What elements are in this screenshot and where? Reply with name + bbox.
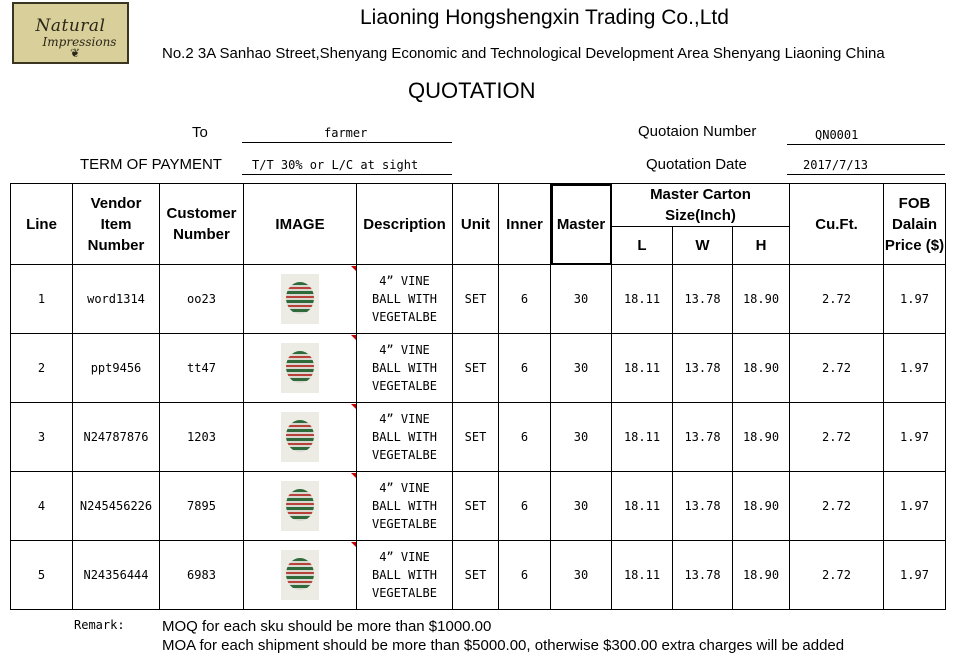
quotation-number-value: QN0001	[787, 128, 945, 145]
product-image	[281, 412, 319, 462]
header-h: H	[733, 227, 790, 265]
table-row	[11, 403, 946, 472]
vendor-item-cell: N24787876	[73, 403, 160, 472]
header-customer-number: Customer Number	[160, 184, 244, 265]
description-cell	[357, 334, 453, 403]
customer-number-cell: oo23	[160, 265, 244, 334]
to-value: farmer	[242, 126, 452, 143]
image-cell	[244, 541, 357, 610]
description-line3: VEGETALBE	[371, 517, 438, 531]
header-cu-ft: Cu.Ft.	[790, 184, 884, 265]
description-cell	[357, 541, 453, 610]
vendor-item-cell: N24356444	[73, 541, 160, 610]
inner-cell: 6	[499, 472, 551, 541]
payment-value: T/T 30% or L/C at sight	[242, 158, 452, 175]
description-line2: BALL WITH	[371, 361, 438, 375]
header-row	[11, 184, 946, 227]
line-cell: 5	[11, 541, 73, 610]
unit-cell: SET	[453, 472, 499, 541]
description-line3: VEGETALBE	[371, 586, 438, 600]
header-unit: Unit	[453, 184, 499, 265]
customer-number-cell: 1203	[160, 403, 244, 472]
description-cell	[357, 265, 453, 334]
image-cell	[244, 265, 357, 334]
length-cell: 18.11	[612, 541, 673, 610]
quotation-table	[10, 183, 946, 610]
description-line2: BALL WITH	[371, 568, 438, 582]
height-cell: 18.90	[733, 541, 790, 610]
logo-line1: Natural	[35, 15, 106, 36]
price-cell: 1.97	[884, 541, 946, 610]
description-cell	[357, 403, 453, 472]
table-row	[11, 541, 946, 610]
line-cell: 1	[11, 265, 73, 334]
cu-ft-cell: 2.72	[790, 334, 884, 403]
inner-cell: 6	[499, 403, 551, 472]
to-label: To	[192, 124, 208, 141]
company-logo	[12, 2, 129, 64]
customer-number-cell: tt47	[160, 334, 244, 403]
unit-cell: SET	[453, 541, 499, 610]
remark-line1: MOQ for each sku should be more than $1000.00	[162, 618, 492, 635]
vendor-item-cell: word1314	[73, 265, 160, 334]
description-line2: BALL WITH	[371, 292, 438, 306]
master-cell: 30	[551, 472, 612, 541]
vendor-item-cell: N245456226	[73, 472, 160, 541]
inner-cell: 6	[499, 334, 551, 403]
header-description: Description	[357, 184, 453, 265]
image-cell	[244, 334, 357, 403]
image-cell	[244, 403, 357, 472]
line-cell: 4	[11, 472, 73, 541]
height-cell: 18.90	[733, 472, 790, 541]
table-row	[11, 472, 946, 541]
length-cell: 18.11	[612, 334, 673, 403]
inner-cell: 6	[499, 265, 551, 334]
company-address: No.2 3A Sanhao Street,Shenyang Economic and Technological Development Area Shenyang Liaoning China	[162, 45, 885, 62]
cu-ft-cell: 2.72	[790, 541, 884, 610]
customer-number-cell: 6983	[160, 541, 244, 610]
length-cell: 18.11	[612, 403, 673, 472]
product-image	[281, 550, 319, 600]
price-cell: 1.97	[884, 403, 946, 472]
inner-cell: 6	[499, 541, 551, 610]
image-cell	[244, 472, 357, 541]
width-cell: 13.78	[673, 334, 733, 403]
header-fob-price: FOB Dalain Price ($)	[884, 184, 946, 265]
quotation-date-value: 2017/7/13	[787, 158, 945, 175]
description-line3: VEGETALBE	[371, 310, 438, 324]
header-line: Line	[11, 184, 73, 265]
description-line1: 4” VINE	[379, 550, 430, 564]
description-line1: 4” VINE	[379, 412, 430, 426]
product-image	[281, 481, 319, 531]
price-cell: 1.97	[884, 472, 946, 541]
header-image: IMAGE	[244, 184, 357, 265]
comment-indicator-icon	[351, 473, 356, 478]
description-cell	[357, 472, 453, 541]
customer-number-cell: 7895	[160, 472, 244, 541]
description-line3: VEGETALBE	[371, 448, 438, 462]
width-cell: 13.78	[673, 541, 733, 610]
logo-line2: Impressions	[42, 34, 117, 49]
master-cell: 30	[551, 265, 612, 334]
remark-label: Remark:	[74, 618, 125, 632]
length-cell: 18.11	[612, 265, 673, 334]
unit-cell: SET	[453, 334, 499, 403]
comment-indicator-icon	[351, 404, 356, 409]
width-cell: 13.78	[673, 403, 733, 472]
header-w: W	[673, 227, 733, 265]
width-cell: 13.78	[673, 265, 733, 334]
header-master[interactable]: Master	[551, 184, 612, 265]
line-cell: 2	[11, 334, 73, 403]
height-cell: 18.90	[733, 334, 790, 403]
length-cell: 18.11	[612, 472, 673, 541]
document-title: QUOTATION	[408, 78, 536, 103]
master-cell: 30	[551, 334, 612, 403]
unit-cell: SET	[453, 265, 499, 334]
master-cell: 30	[551, 403, 612, 472]
line-cell: 3	[11, 403, 73, 472]
remark-line2: MOA for each shipment should be more than $5000.00, otherwise $300.00 extra charges will be added	[162, 637, 845, 654]
cu-ft-cell: 2.72	[790, 472, 884, 541]
quotation-number-label: Quotaion Number	[638, 123, 757, 140]
width-cell: 13.78	[673, 472, 733, 541]
product-image	[281, 274, 319, 324]
payment-label: TERM OF PAYMENT	[80, 156, 222, 173]
table-row	[11, 334, 946, 403]
leaf-icon: ❦	[70, 46, 81, 60]
description-line1: 4” VINE	[379, 481, 430, 495]
description-line2: BALL WITH	[371, 499, 438, 513]
comment-indicator-icon	[351, 266, 356, 271]
description-line3: VEGETALBE	[371, 379, 438, 393]
master-cell: 30	[551, 541, 612, 610]
comment-indicator-icon	[351, 335, 356, 340]
header-inner: Inner	[499, 184, 551, 265]
header-l: L	[612, 227, 673, 265]
price-cell: 1.97	[884, 265, 946, 334]
description-line1: 4” VINE	[379, 274, 430, 288]
quotation-date-label: Quotation Date	[646, 156, 747, 173]
header-vendor-item-number: Vendor Item Number	[73, 184, 160, 265]
vendor-item-cell: ppt9456	[73, 334, 160, 403]
cu-ft-cell: 2.72	[790, 265, 884, 334]
description-line1: 4” VINE	[379, 343, 430, 357]
product-image	[281, 343, 319, 393]
height-cell: 18.90	[733, 265, 790, 334]
header-master-carton-size: Master Carton Size(Inch)	[612, 184, 790, 227]
company-name: Liaoning Hongshengxin Trading Co.,Ltd	[360, 6, 729, 29]
comment-indicator-icon	[351, 542, 356, 547]
price-cell: 1.97	[884, 334, 946, 403]
description-line2: BALL WITH	[371, 430, 438, 444]
table-row	[11, 265, 946, 334]
unit-cell: SET	[453, 403, 499, 472]
height-cell: 18.90	[733, 403, 790, 472]
cu-ft-cell: 2.72	[790, 403, 884, 472]
